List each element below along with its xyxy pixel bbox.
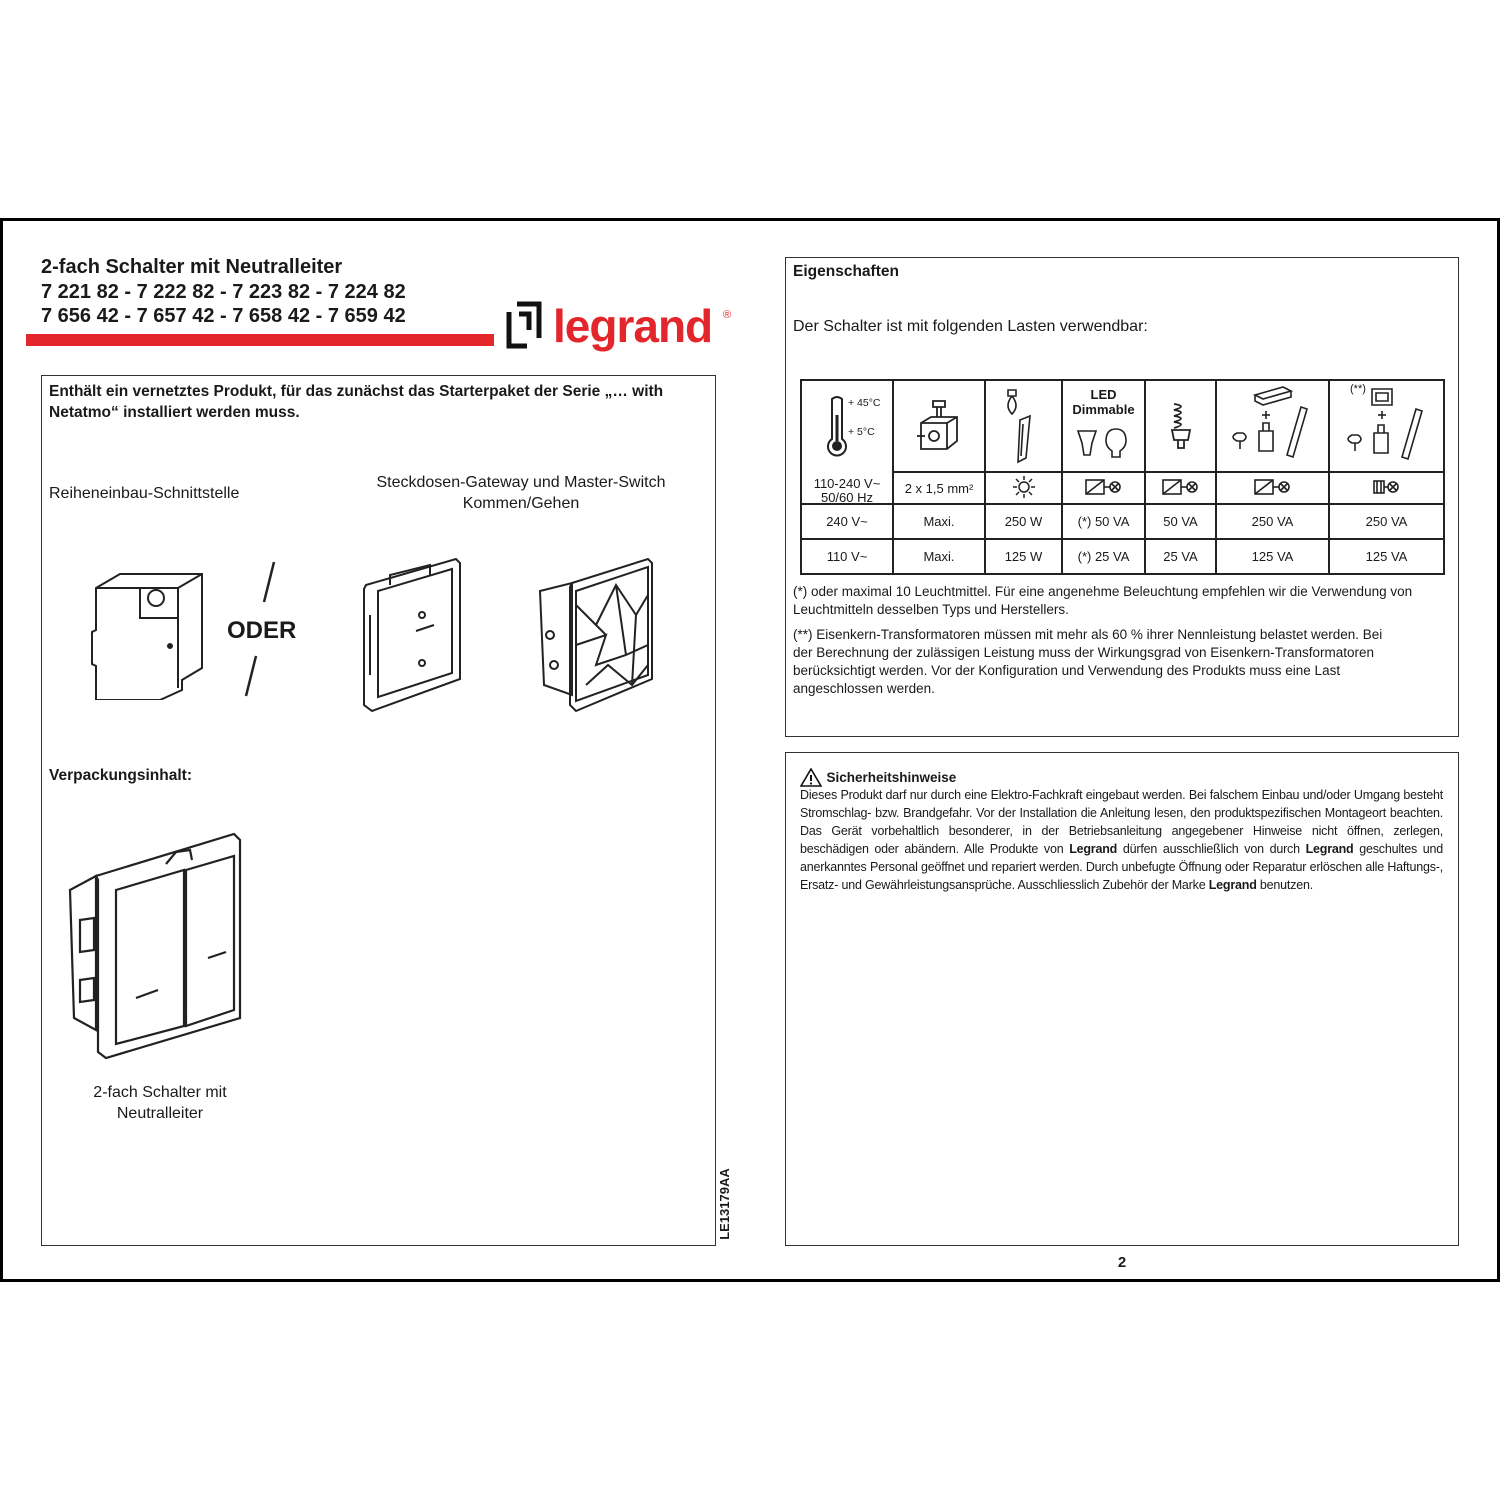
din-module-illustration xyxy=(90,568,210,700)
terminal-icon-cell xyxy=(893,380,985,472)
properties-heading: Eigenschaften xyxy=(793,263,899,280)
header-red-bar xyxy=(26,334,494,346)
note-single-star-1: (*) oder maximal 10 Leuchtmittel. Für eine angenehme Beleuchtung empfehlen wir die Verwendung von xyxy=(793,584,1413,599)
safety-heading-row xyxy=(800,768,956,788)
screw-terminal-icon xyxy=(917,399,961,451)
temp-max: + 45°C xyxy=(848,397,881,409)
option-gateway-line-2: Kommen/Gehen xyxy=(462,495,580,512)
brand-wordmark: legrand xyxy=(553,300,713,352)
halogen-lamp-icon xyxy=(1004,386,1044,464)
led-icon-cell xyxy=(1062,380,1145,472)
wire-size-cell: 2 x 1,5 mm² xyxy=(893,472,985,504)
table-row-110v: 110 V~ Maxi. 125 W (*) 25 VA 25 VA 125 VA 125 VA xyxy=(801,539,1444,574)
led-label-2: Dimmable xyxy=(1072,402,1135,417)
brand-mention: Legrand xyxy=(1305,842,1354,856)
electronic-ballast-icon xyxy=(1161,478,1201,496)
note-double-star-2: der Berechnung der zulässigen Leistung muss der Wirkungsgrad von Eisenkern-Transformatoren xyxy=(793,645,1375,660)
dimmer-symbol-cell-2 xyxy=(1145,472,1216,504)
double-star-label: (**) xyxy=(1350,383,1366,395)
cfl-bulb-icon xyxy=(1168,400,1194,450)
dimmer-symbol-cell-4 xyxy=(1329,472,1444,504)
product-caption-2: Neutralleiter xyxy=(116,1105,204,1122)
note-double-star-1: (**) Eisenkern-Transformatoren müssen mit mehr als 60 % ihrer Nennleistung belastet werden. Bei xyxy=(793,627,1383,642)
page-number: 2 xyxy=(1117,1254,1127,1271)
notice-line-1: Enthält ein vernetztes Produkt, für das zunächst das Starterpaket der Serie „… with xyxy=(49,383,664,400)
ferromagnetic-transformer-cell xyxy=(1329,380,1444,472)
table-row-240v: 240 V~ Maxi. 250 W (*) 50 VA 50 VA 250 VA 250 VA xyxy=(801,504,1444,539)
product-title: 2-fach Schalter mit Neutralleiter xyxy=(41,256,343,278)
warning-triangle-icon xyxy=(800,768,822,787)
brand-mention: Legrand xyxy=(1069,842,1118,856)
voltage-range-2: 50/60 Hz xyxy=(820,490,874,505)
double-switch-illustration xyxy=(66,830,242,1062)
safety-heading: Sicherheitshinweise xyxy=(826,770,957,785)
note-double-star-3: berücksichtigt werden. Vor der Konfiguration und Verwendung des Produkts muss eine Last xyxy=(793,663,1341,678)
note-double-star-4: angeschlossen werden. xyxy=(793,681,935,696)
reference-numbers-2: 7 656 42 - 7 657 42 - 7 658 42 - 7 659 42 xyxy=(41,305,406,327)
dimmer-symbol-cell-1 xyxy=(1062,472,1145,504)
note-single-star-2: Leuchtmitteln desselben Typs und Herstellers. xyxy=(793,602,1069,617)
electronic-transformer-icon xyxy=(1225,383,1321,467)
dimmer-symbol-cell-3 xyxy=(1216,472,1329,504)
svg-text:®: ® xyxy=(723,309,732,321)
properties-intro: Der Schalter ist mit folgenden Lasten verwendbar: xyxy=(793,318,1148,335)
notice-line-2: Netatmo“ installiert werden muss. xyxy=(49,404,300,421)
safety-text: Dieses Produkt darf nur durch eine Elektro-Fachkraft eingebaut werden. Bei falschem Einbau und/oder Umgang besteht Stromschlag- bzw. Brandgefahr. Vor der Installation die Anleitung lesen, den produktspezifischen Montageort beachten. Das Gerät vorbehaltlich besonderer, in der Betriebsanleitung angegebener Hinweise nicht öffnen, zerlegen, beschädigen oder abändern. Alle Produkte von Legrand dürfen ausschließlich von durch Legrand geschultes und anerkanntes Personal geöffnet und repariert werden. Durch unbefugte Öffnung oder Reparatur erlöschen alle Haftungs-, Ersatz- und Gewährleistungsansprüche. Ausschliesslich Zubehör der Marke Legrand benutzen. xyxy=(800,788,1443,892)
brand-mention: Legrand xyxy=(1208,878,1257,892)
document-code: LE13179AA xyxy=(717,1168,732,1240)
product-caption-1: 2-fach Schalter mit xyxy=(93,1084,227,1101)
or-label: ODER xyxy=(227,617,297,644)
sun-icon xyxy=(1013,476,1035,498)
halogen-icon-cell xyxy=(985,380,1062,472)
plug-gateway-illustration xyxy=(360,555,464,715)
led-label-1: LED xyxy=(1090,387,1117,402)
electronic-transformer-symbol-icon xyxy=(1253,478,1293,496)
sun-icon-cell xyxy=(985,472,1062,504)
electronic-ballast-icon xyxy=(1084,478,1124,496)
cfl-icon-cell xyxy=(1145,380,1216,472)
package-heading: Verpackungsinhalt: xyxy=(49,767,192,784)
option-din-interface: Reiheneinbau-Schnittstelle xyxy=(49,485,240,502)
electronic-transformer-cell xyxy=(1216,380,1329,472)
legrand-logo xyxy=(505,300,737,362)
load-table xyxy=(800,379,1445,575)
led-bulbs-icon xyxy=(1074,425,1134,463)
temperature-voltage-cell xyxy=(801,380,893,504)
temp-min: + 5°C xyxy=(848,426,875,438)
option-gateway-line-1: Steckdosen-Gateway und Master-Switch xyxy=(376,474,666,491)
voltage-range-1: 110-240 V~ xyxy=(813,476,881,491)
iron-core-transformer-icon xyxy=(1340,385,1436,469)
reference-numbers-1: 7 221 82 - 7 222 82 - 7 223 82 - 7 224 82 xyxy=(41,281,406,303)
iron-transformer-symbol-icon xyxy=(1372,478,1402,496)
master-switch-illustration xyxy=(536,555,654,715)
